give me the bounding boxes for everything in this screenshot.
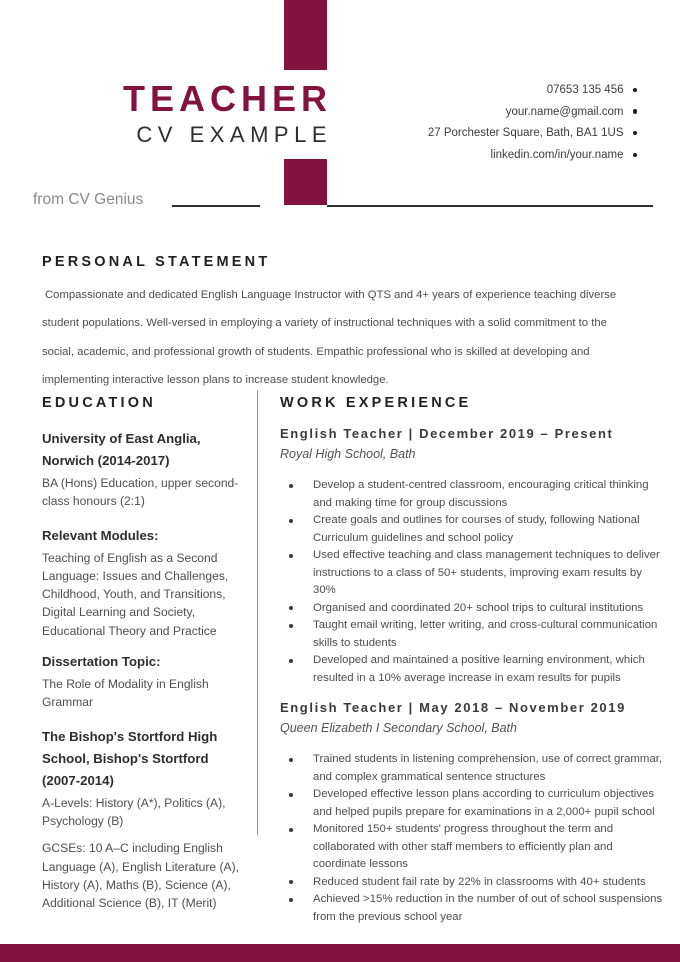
bullet-dot-icon [633,88,638,93]
job-bullet: Organised and coordinated 20+ school trips to cultural institutions [280,600,664,618]
job-company: Royal High School, Bath [280,447,416,461]
education-entry-body: GCSEs: 10 A–C including English Language (A), English Literature (A), History (A), Maths (B), Science (A), Additional Science (B), IT (Merit) [42,841,239,911]
education-entry-body: BA (Hons) Education, upper second-class honours (2:1) [42,476,239,509]
job-entry [280,700,664,926]
brand-rule [172,205,260,207]
bullet-dot-icon [633,131,638,136]
education-entry-body: A-Levels: History (A*), Politics (A), Psychology (B) [42,795,226,828]
job-bullet: Taught email writing, letter writing, and cross-cultural communication skills to students [280,617,664,652]
bullet-dot-icon [633,153,638,158]
job-bullet: Trained students in listening comprehension, use of correct grammar, and complex grammatical sentence structures [280,751,664,786]
bullet-dot-icon [633,109,638,114]
job-company: Queen Elizabeth I Secondary School, Bath [280,721,517,735]
job-bullet-list [280,477,664,687]
personal-statement-body: Compassionate and dedicated English Language Instructor with QTS and 4+ years of experience teaching diverse student populations. Well-versed in employing a variety of instructional techniques with a solid commitment to the social, academic, and professional growth of students. Empathic professional who is skilled at developing and implementing interactive lesson plans to increase student knowledge. [42,289,617,387]
education-entry-title: University of East Anglia, Norwich (2014-2017) [42,431,201,468]
job-bullet: Used effective teaching and class management techniques to deliver instructions to a class of 50+ students, improving exam results by 30% [280,547,664,600]
job-bullet-list [280,751,664,926]
education-entry-title: Relevant Modules: [42,527,159,543]
column-divider [257,390,258,835]
work-experience-section [280,395,664,926]
education-heading: EDUCATION [42,395,156,411]
work-experience-heading: WORK EXPERIENCE [280,395,472,411]
education-entry-title: The Bishop's Stortford High School, Bishop's Stortford (2007-2014) [42,728,218,788]
accent-bar-top [284,0,327,70]
accent-bar-bottom [0,944,680,962]
contact-linkedin-text: linkedin.com/in/your.name [490,148,624,161]
education-entry [42,651,248,712]
job-bullet: Monitored 150+ students' progress throughout the term and collaborated with other staff members to efficiently plan and coordinate lessons [280,821,664,874]
education-entry [42,428,248,511]
education-entry [42,726,248,913]
brand-note: from CV Genius [33,191,144,208]
job-title: English Teacher | May 2018 – November 2019 [280,700,626,715]
contact-email-text: your.name@gmail.com [505,105,624,118]
contact-email [506,101,637,123]
job-bullet: Reduced student fail rate by 22% in classrooms with 40+ students [280,874,664,892]
job-bullet: Create goals and outlines for courses of study, following National Curriculum guidelines and school policy [280,512,664,547]
job-bullet: Achieved >15% reduction in the number of out of school suspensions from the previous school year [280,891,664,926]
cv-title: TEACHER [122,78,332,119]
education-entry-body: Teaching of English as a Second Language: Issues and Challenges, Childhood, Youth, and Transitions, Digital Learning and Society, Educational Theory and Practice [42,550,229,638]
contact-list [428,79,637,166]
header-rule [327,205,653,207]
contact-address [428,122,637,144]
education-entry [42,525,248,640]
job-title: English Teacher | December 2019 – Present [280,426,614,441]
cv-subtitle: CV EXAMPLE [136,122,332,147]
contact-linkedin [491,144,637,166]
education-entry-body: The Role of Modality in English Grammar [42,677,209,710]
education-entry-title: Dissertation Topic: [42,654,161,670]
job-bullet: Develop a student-centred classroom, encouraging critical thinking and making time for group discussions [280,477,664,512]
job-bullet: Developed and maintained a positive learning environment, which resulted in a 10% average increase in exam results for pupils [280,652,664,687]
job-entry [280,426,664,687]
accent-bar-middle [284,159,327,205]
education-section [42,395,248,912]
personal-statement-heading: PERSONAL STATEMENT [42,254,271,270]
contact-phone [547,79,637,101]
job-bullet: Developed effective lesson plans according to curriculum objectives and helped pupils prepare for examinations in a 2,000+ pupil school [280,786,664,821]
contact-address-text: 27 Porchester Square, Bath, BA1 1US [427,127,624,140]
contact-phone-text: 07653 135 456 [546,83,624,96]
